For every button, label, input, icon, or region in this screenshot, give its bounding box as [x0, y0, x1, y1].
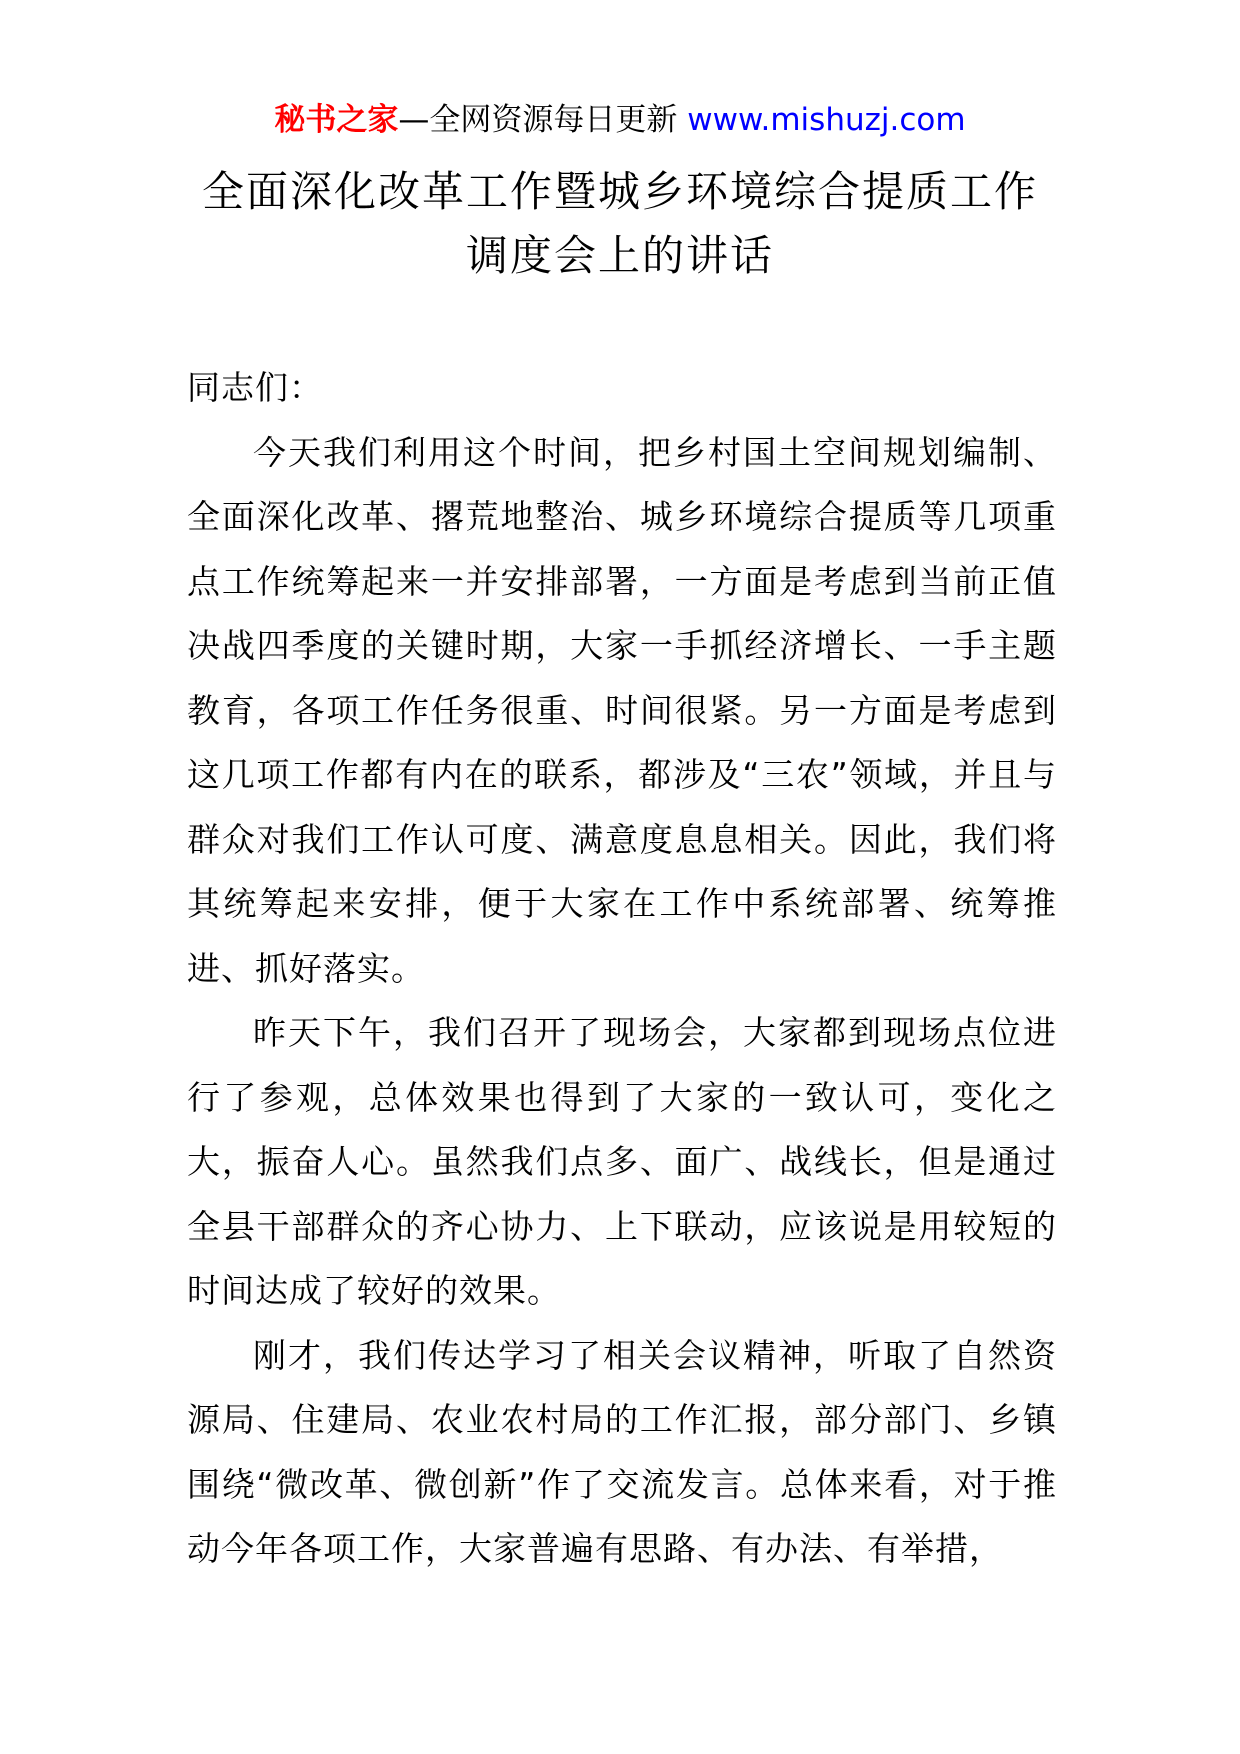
brand-name: 秘书之家 [274, 102, 399, 138]
salutation: 同志们： [187, 368, 323, 407]
document-body [187, 356, 1057, 1582]
paragraph-2: 昨天下午，我们召开了现场会，大家都到现场点位进行了参观，总体效果也得到了大家的一致认可，变化之大，振奋人心。虽然我们点多、面广、战线长，但是通过全县干部群众的齐心协力、上下联动，应该说是用较短的时间达成了较好的效果。 [187, 1013, 1057, 1310]
title-line-2: 调度会上的讲话 [465, 231, 774, 280]
paragraph-3: 刚才，我们传达学习了相关会议精神，听取了自然资源局、住建局、农业农村局的工作汇报，部分部门、乡镇围绕“微改革、微创新”作了交流发言。总体来看，对于推动今年各项工作，大家普遍有思路、有办法、有举措， [187, 1335, 1057, 1568]
paragraph-1: 今天我们利用这个时间，把乡村国土空间规划编制、全面深化改革、撂荒地整治、城乡环境综合提质等几项重点工作统筹起来一并安排部署，一方面是考虑到当前正值决战四季度的关键时期，大家一手抓经济增长、一手主题教育，各项工作任务很重、时间很紧。另一方面是考虑到这几项工作都有内在的联系，都涉及“三农”领域，并且与群众对我们工作认可度、满意度息息相关。因此，我们将其统筹起来安排，便于大家在工作中系统部署、统筹推进、抓好落实。 [187, 432, 1057, 988]
site-header [0, 98, 1240, 142]
document-title [0, 160, 1240, 288]
site-url-link[interactable]: www.mishuzj.com [687, 102, 966, 138]
title-line-1: 全面深化改革工作暨城乡环境综合提质工作 [201, 167, 1038, 216]
header-tagline: —全网资源每日更新 [398, 102, 688, 138]
